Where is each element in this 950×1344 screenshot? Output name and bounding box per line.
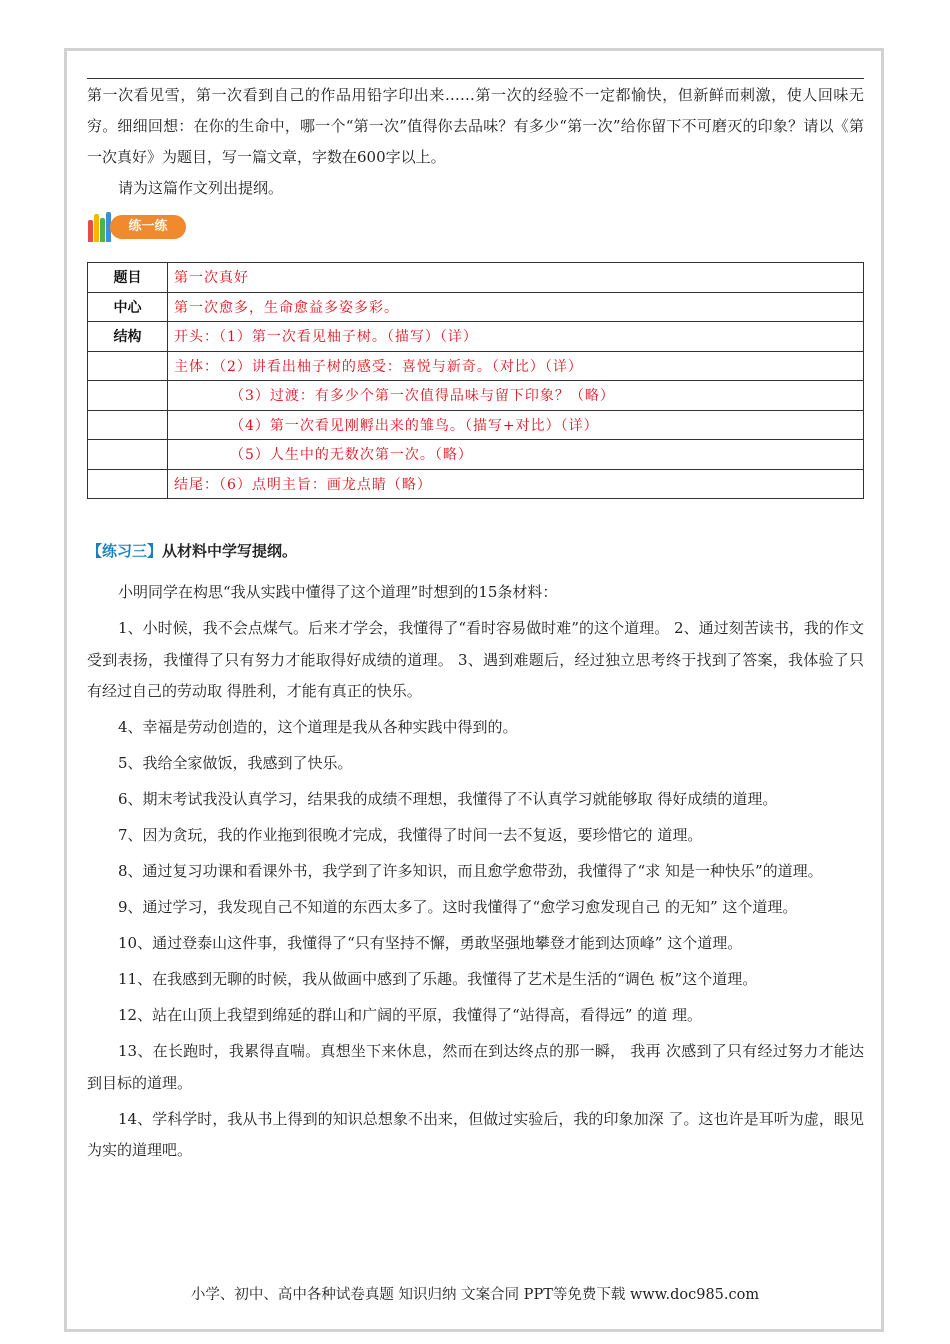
prompt-paragraph: 第一次看见雪，第一次看到自己的作品用铅字印出来……第一次的经验不一定都愉快，但新鲜而刺激，使人回味无穷。细细回想：在你的生命中，哪一个“第一次”值得你去品味？有多少“第一次”给你留下不可磨灭的印象？请以《第一次真好》为题目，写一篇文章，字数在600字以上。 [87,86,864,166]
instruction-text: 请为这篇作文列出提纲。 [118,179,284,197]
outline-value: 主体：（2）讲看出柚子树的感受：喜悦与新奇。（对比）（详） [168,351,864,381]
material-item: 11、在我感到无聊的时候，我从做画中感到了乐趣。我懂得了艺术是生活的“调色 板”这个道理。 [118,970,758,988]
material-item: 8、通过复习功课和看课外书，我学到了许多知识，而且愈学愈带劲，我懂得了“求 知是一种快乐”的道理。 [118,862,823,880]
material-item: 7、因为贪玩，我的作业拖到很晚才完成，我懂得了时间一去不复返，要珍惜它的 道理。 [118,826,703,844]
outline-row [88,351,864,381]
material-item: 12、站在山顶上我望到绵延的群山和广阔的平原，我懂得了“站得高，看得远” 的道 理。 [118,1006,702,1024]
badge-label: 练一练 [110,215,186,239]
outline-value: （3）过渡：有多少个第一次值得品味与留下印象？（略） [168,381,864,411]
practice-badge [86,206,196,246]
pencil-icon [94,214,99,242]
outline-row [88,440,864,470]
material-item: 小明同学在构思“我从实践中懂得了这个道理”时想到的15条材料： [118,583,558,601]
top-rule [87,78,864,79]
outline-key: 结构 [88,322,168,352]
outline-key [88,440,168,470]
material-item: 5、我给全家做饭，我感到了快乐。 [118,754,353,772]
exercise-tag: 【练习三】 [87,542,163,560]
exercise-title: 从材料中学写提纲。 [162,542,298,560]
material-item: 9、通过学习，我发现自己不知道的东西太多了。这时我懂得了“愈学习愈发现自己 的无知” 这个道理。 [118,898,798,916]
outline-value: 结尾：（6）点明主旨：画龙点睛（略） [168,469,864,499]
material-item: 4、幸福是劳动创造的，这个道理是我从各种实践中得到的。 [118,718,518,736]
material-item: 13、在长跑时，我累得直喘。真想坐下来休息，然而在到达终点的那一瞬， 我再 次感到了只有经过努力才能达到目标的道理。 [87,1042,864,1092]
pencil-icon [88,220,93,242]
exercise-heading [87,540,297,561]
outline-table [87,262,864,499]
outline-row [88,381,864,411]
outline-key [88,410,168,440]
material-item: 10、通过登泰山这件事，我懂得了“只有坚持不懈，勇敢坚强地攀登才能到达顶峰” 这个道理。 [118,934,743,952]
pencil-icon [100,218,105,242]
material-item: 14、学科学时，我从书上得到的知识总想象不出来，但做过实验后，我的印象加深 了。这也许是耳听为虚，眼见为实的道理吧。 [87,1109,864,1159]
outline-value: 开头：（1）第一次看见柚子树。（描写）（详） [168,322,864,352]
material-item: 6、期末考试我没认真学习，结果我的成绩不理想，我懂得了不认真学习就能够取 得好成绩的道理。 [118,790,778,808]
footer-text: 小学、初中、高中各种试卷真题 知识归纳 文案合同 PPT等免费下载 www.doc985.com [190,1287,760,1303]
outline-row [88,263,864,293]
outline-row [88,469,864,499]
material-item: 1、小时候，我不会点煤气。后来才学会，我懂得了“看时容易做时难”的这个道理。 2、通过刻苦读书，我的作文受到表扬，我懂得了只有努力才能取得好成绩的道理。 3、遇到难题后，经过独立思考终于找到了答案，我体验了只有经过自己的劳动取 得胜利，才能有真正的快乐。 [87,619,864,700]
outline-row [88,322,864,352]
materials-body [87,577,864,1171]
outline-value: （4）第一次看见刚孵出来的雏鸟。（描写+对比）（详） [168,410,864,440]
outline-key [88,381,168,411]
outline-value: 第一次真好 [168,263,864,293]
outline-key: 题目 [88,263,168,293]
outline-row [88,410,864,440]
outline-value: 第一次愈多，生命愈益多姿多彩。 [168,292,864,322]
outline-row [88,292,864,322]
outline-value: （5）人生中的无数次第一次。（略） [168,440,864,470]
outline-key [88,351,168,381]
outline-key [88,469,168,499]
outline-key: 中心 [88,292,168,322]
